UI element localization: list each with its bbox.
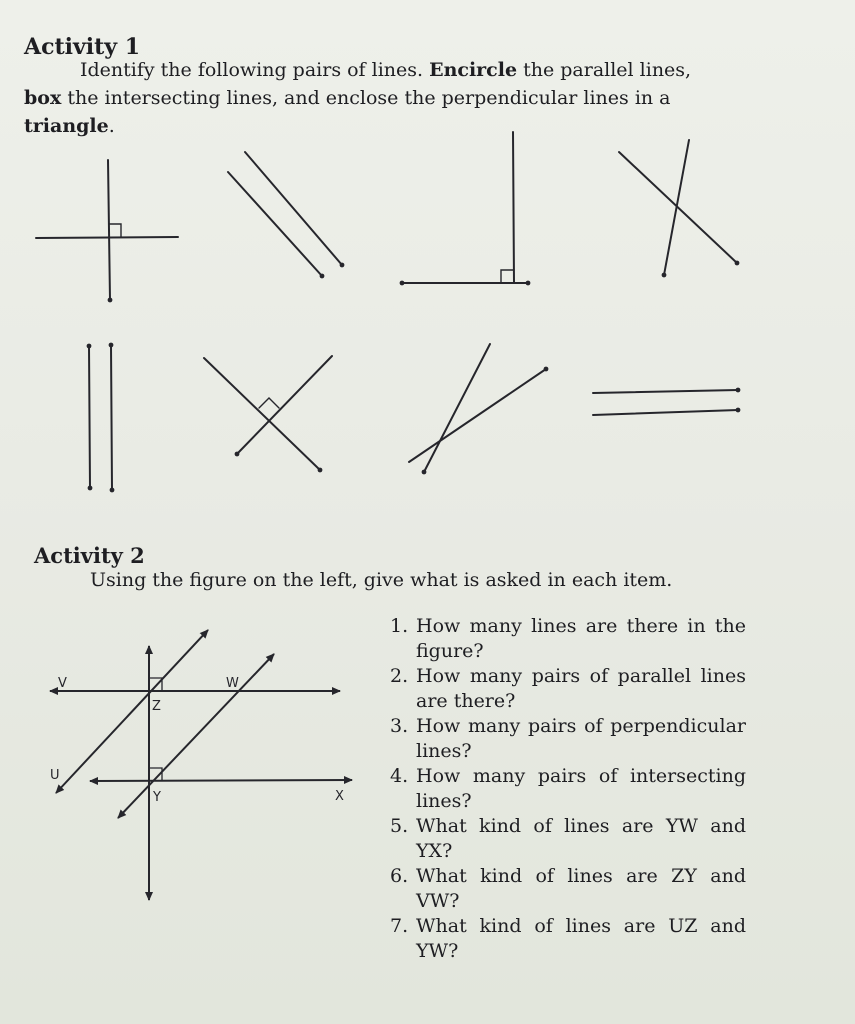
instr-part: Identify the following pairs of lines. [80,59,430,81]
activity2-instruction: Using the figure on the left, give what is asked in each item. [90,569,673,591]
question-item [390,814,746,864]
question-item [390,614,746,664]
label-y: Y [153,790,161,805]
question-number: 7. [390,915,409,937]
question-item [390,714,746,764]
question-number: 4. [390,765,409,787]
label-v: V [58,676,67,691]
question-number: 2. [390,665,409,687]
question-text: What kind of lines are ZY and VW? [416,865,746,912]
line-uz-diagonal [56,630,208,793]
question-text: How many pairs of intersecting lines? [416,765,746,812]
instr-part: the parallel lines, [517,59,692,81]
line-ux [90,780,352,781]
activity2-title: Activity 2 [34,543,145,568]
question-number: 5. [390,815,409,837]
label-x: X [335,789,344,804]
question-number: 1. [390,615,409,637]
question-number: 6. [390,865,409,887]
question-list [390,614,746,964]
question-item [390,664,746,714]
instr-part: the intersecting lines, and enclose the perpendicular lines in a [61,87,671,109]
instr-part: . [108,115,115,137]
question-text: How many pairs of perpendicular lines? [416,715,746,762]
line-yw-diagonal [118,654,274,818]
question-text: How many pairs of parallel lines are there? [416,665,746,712]
label-u: U [50,768,60,783]
question-text: How many lines are there in the figure? [416,615,746,662]
keyword-triangle: triangle [24,115,109,137]
label-w: W [226,676,239,691]
activity1-title: Activity 1 [24,34,141,60]
question-text: What kind of lines are UZ and YW? [416,915,746,962]
label-z: Z [152,699,161,714]
question-item [390,764,746,814]
question-item [390,914,746,964]
question-text: What kind of lines are YW and YX? [416,815,746,862]
keyword-encircle: Encircle [429,59,518,81]
question-number: 3. [390,715,409,737]
keyword-box: box [24,87,62,109]
question-item [390,864,746,914]
